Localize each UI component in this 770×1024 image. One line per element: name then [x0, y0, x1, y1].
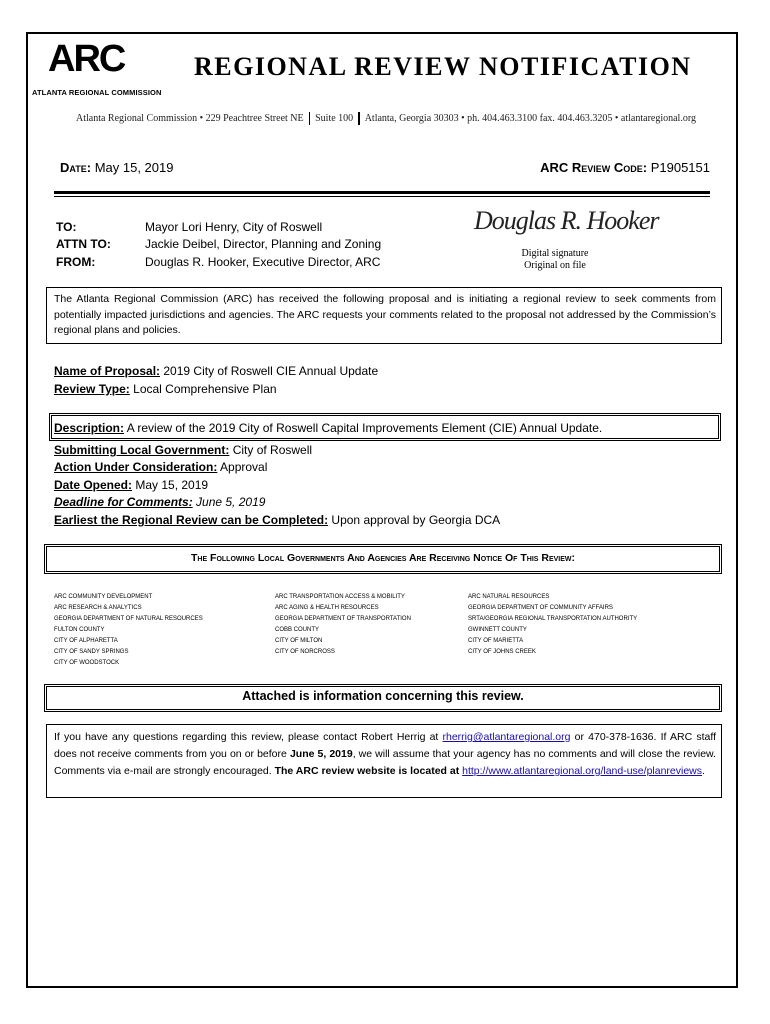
review-type	[54, 382, 277, 396]
contact-end: .	[702, 765, 705, 777]
date-line	[60, 160, 173, 175]
date-label: Date:	[60, 160, 92, 175]
date-opened-label: Date Opened:	[54, 478, 133, 492]
proposal-name-label: Name of Proposal:	[54, 364, 161, 378]
attn-value: Jackie Deibel, Director, Planning and Zoning	[145, 237, 382, 251]
agency-item: FULTON COUNTY	[54, 627, 105, 633]
agency-item: CITY OF ALPHARETTA	[54, 638, 118, 644]
logo-subtitle: ATLANTA REGIONAL COMMISSION	[32, 88, 162, 97]
arc-logo: ARC	[48, 38, 125, 80]
address-part-1: Atlanta Regional Commission • 229 Peachtree Street NE	[76, 112, 304, 124]
intro-text: The Atlanta Regional Commission (ARC) has received the following proposal and is initiating a regional review to seek comments from potentially impacted jurisdictions and agencies. The ARC requests your comments related to the proposal not addressed by the Commission’s regional plans and policies.	[54, 293, 716, 336]
address-part-3: Atlanta, Georgia 30303 • ph. 404.463.3100 fax. 404.463.3205 • atlantaregional.org	[364, 112, 696, 124]
deadline-for-comments	[54, 495, 265, 509]
earliest-value: Upon approval by Georgia DCA	[331, 513, 501, 527]
deadline-label: Deadline for Comments:	[54, 495, 193, 509]
agency-item: GEORGIA DEPARTMENT OF TRANSPORTATION	[275, 616, 411, 622]
review-code	[540, 160, 710, 175]
proposal-name	[54, 364, 378, 378]
agency-item: SRTA/GEORGIA REGIONAL TRANSPORTATION AUTHORITY	[468, 616, 638, 622]
submitting-government-label: Submitting Local Government:	[54, 443, 230, 457]
agency-item: GEORGIA DEPARTMENT OF NATURAL RESOURCES	[54, 616, 203, 622]
attn-label: ATTN TO:	[56, 237, 111, 251]
action-label: Action Under Consideration:	[54, 460, 218, 474]
action-under-consideration	[54, 460, 267, 474]
signature: Douglas R. Hooker	[474, 206, 659, 235]
review-type-label: Review Type:	[54, 382, 130, 396]
agency-item: CITY OF NORCROSS	[275, 649, 335, 655]
page-title: REGIONAL REVIEW NOTIFICATION	[194, 52, 692, 81]
earliest-completion	[54, 513, 500, 527]
to-value: Mayor Lori Henry, City of Roswell	[145, 220, 323, 234]
from-label: FROM:	[56, 255, 96, 269]
agency-item: ARC TRANSPORTATION ACCESS & MOBILITY	[275, 594, 405, 600]
agency-item: ARC AGING & HEALTH RESOURCES	[275, 605, 379, 611]
agency-column-1	[54, 592, 264, 669]
agency-item: ARC NATURAL RESOURCES	[468, 594, 550, 600]
notice-title: The Following Local Governments And Agencies Are Receiving Notice Of This Review:	[190, 552, 576, 564]
date-opened-value: May 15, 2019	[135, 478, 209, 492]
agency-item: CITY OF SANDY SPRINGS	[54, 649, 129, 655]
description	[54, 421, 602, 435]
review-code-label: ARC Review Code:	[540, 160, 648, 175]
divider	[54, 196, 710, 197]
page-border	[26, 32, 738, 988]
contact-part-1: If you have any questions regarding this review, please contact Robert Herrig at	[54, 731, 443, 743]
address-line	[76, 112, 696, 125]
agency-item: ARC RESEARCH & ANALYTICS	[54, 605, 142, 611]
to-label: TO:	[56, 220, 77, 234]
contact-part-2: or 470-378-1636. If ARC staff does not receive comments from you on or before	[54, 731, 716, 760]
plan-reviews-link[interactable]: http://www.atlantaregional.org/land-use/planreviews	[462, 765, 703, 777]
contact-part-3: , we will assume that your agency has no comments and will close the review. Comments via e-mail are strongly encouraged.	[54, 748, 716, 777]
signature-note-line-1: Digital signature	[521, 248, 589, 259]
description-label: Description:	[54, 421, 125, 435]
action-value: Approval	[220, 460, 268, 474]
earliest-label: Earliest the Regional Review can be Completed:	[54, 513, 329, 527]
contact-email-link[interactable]: rherrig@atlantaregional.org	[442, 731, 571, 743]
review-code-value: P1905151	[650, 160, 710, 175]
agency-item: CITY OF JOHNS CREEK	[468, 649, 536, 655]
signature-note	[470, 248, 640, 272]
address-separator	[309, 112, 311, 125]
review-type-value: Local Comprehensive Plan	[133, 382, 277, 396]
description-value: A review of the 2019 City of Roswell Capital Improvements Element (CIE) Annual Update.	[126, 421, 603, 435]
proposal-name-value: 2019 City of Roswell CIE Annual Update	[163, 364, 379, 378]
attached-notice: Attached is information concerning this review.	[242, 689, 524, 703]
divider	[54, 191, 710, 194]
deadline-value: June 5, 2019	[196, 495, 266, 509]
agency-item: ARC COMMUNITY DEVELOPMENT	[54, 594, 153, 600]
from-value: Douglas R. Hooker, Executive Director, ARC	[145, 255, 381, 269]
agency-item: CITY OF MILTON	[275, 638, 323, 644]
agency-item: CITY OF WOODSTOCK	[54, 660, 120, 666]
address-separator	[358, 112, 360, 125]
agency-column-3	[468, 592, 718, 658]
agency-item: CITY OF MARIETTA	[468, 638, 524, 644]
date-opened	[54, 478, 208, 492]
contact-text	[54, 729, 716, 780]
date-value: May 15, 2019	[94, 160, 174, 175]
submitting-government	[54, 443, 312, 457]
address-part-2: Suite 100	[315, 112, 354, 124]
agency-item: GEORGIA DEPARTMENT OF COMMUNITY AFFAIRS	[468, 605, 613, 611]
signature-note-line-2: Original on file	[524, 260, 586, 271]
submitting-government-value: City of Roswell	[232, 443, 313, 457]
agency-item: GWINNETT COUNTY	[468, 627, 527, 633]
agency-item: COBB COUNTY	[275, 627, 320, 633]
contact-website-text: The ARC review website is located at	[274, 765, 460, 777]
agency-column-2	[275, 592, 465, 658]
contact-deadline: June 5, 2019	[289, 748, 353, 760]
